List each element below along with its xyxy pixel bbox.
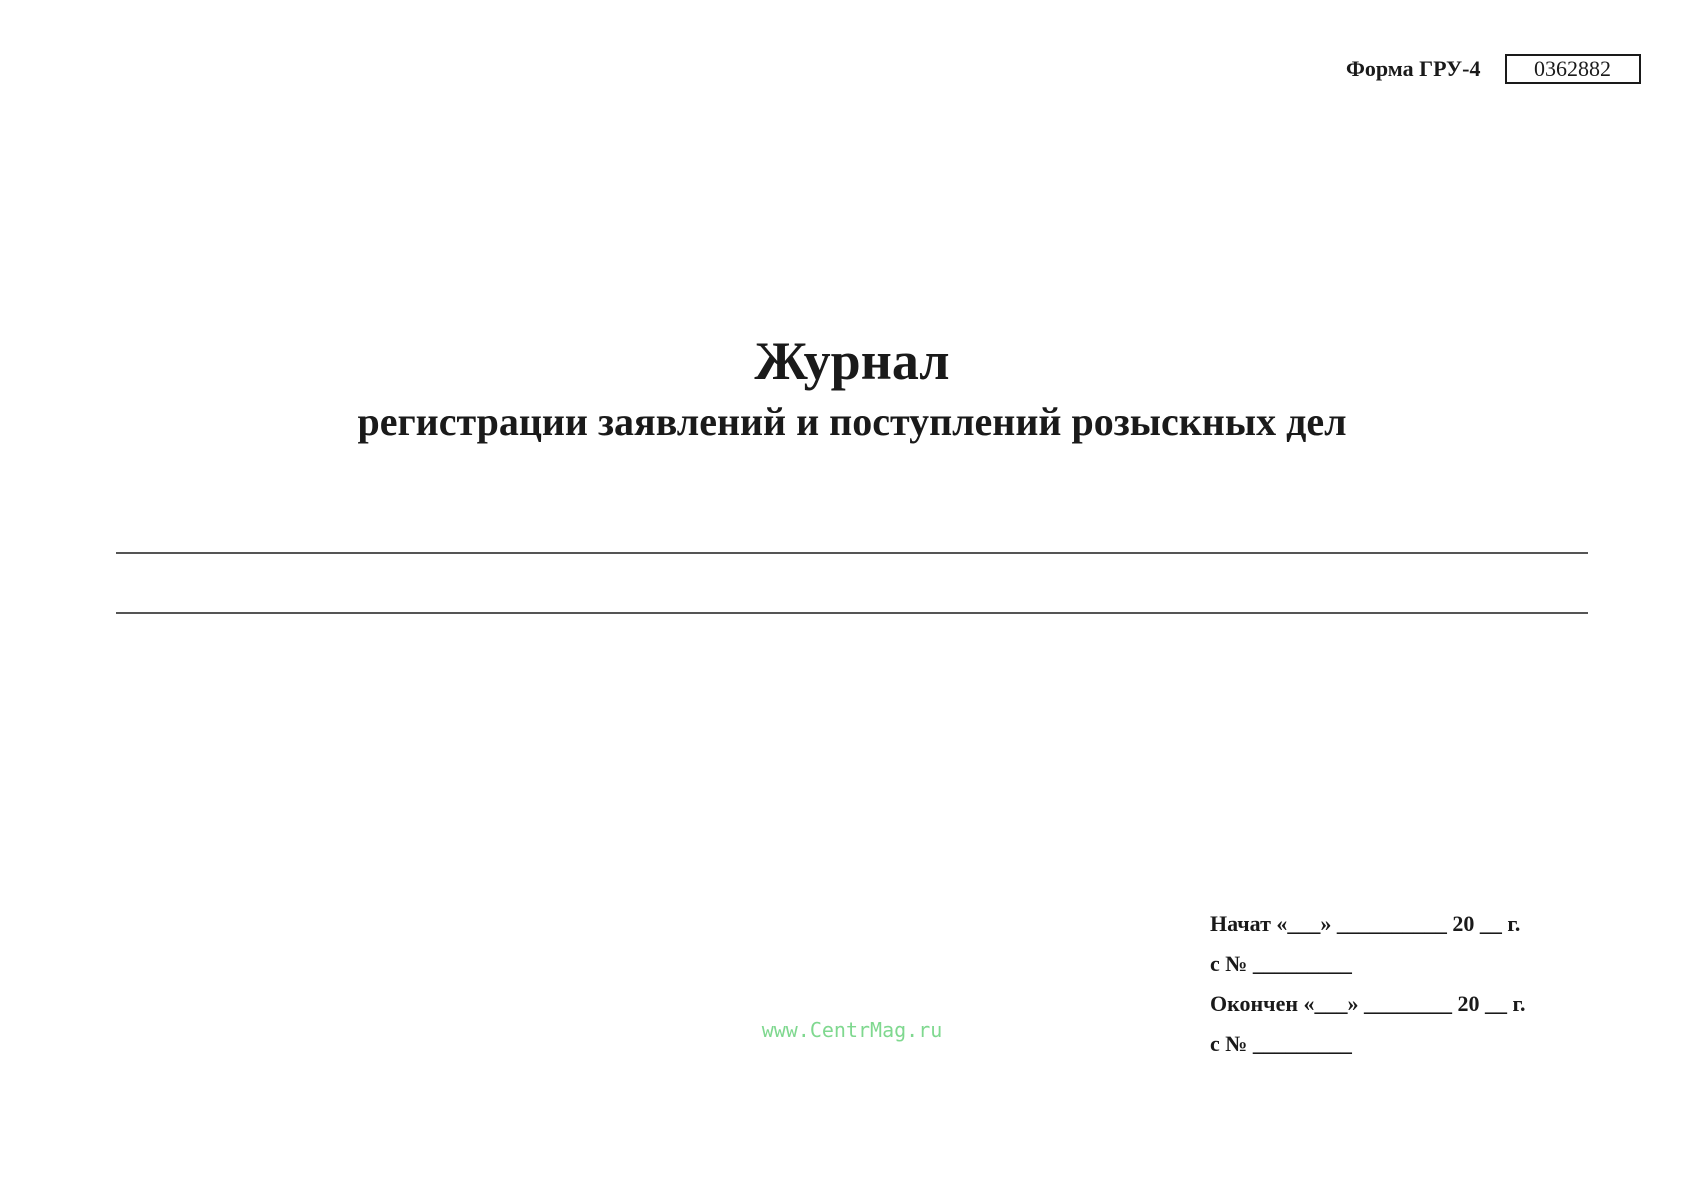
form-label: Форма ГРУ-4: [1346, 56, 1481, 81]
started-number-row: с № _________: [1210, 951, 1352, 976]
blank-line-2: [116, 612, 1588, 614]
started-date-row: Начат «___» __________ 20 __ г.: [1210, 911, 1521, 936]
finished-number-row: с № _________: [1210, 1031, 1352, 1056]
form-header: [1346, 54, 1641, 84]
finished-date-row: Окончен «___» ________ 20 __ г.: [1210, 991, 1526, 1016]
form-code-box: 0362882: [1505, 54, 1641, 84]
document-title: Журнал: [754, 331, 950, 391]
blank-line-1: [116, 552, 1588, 554]
document-subtitle: регистрации заявлений и поступлений розыскных дел: [357, 399, 1347, 444]
watermark: www.CentrMag.ru: [761, 1018, 943, 1042]
